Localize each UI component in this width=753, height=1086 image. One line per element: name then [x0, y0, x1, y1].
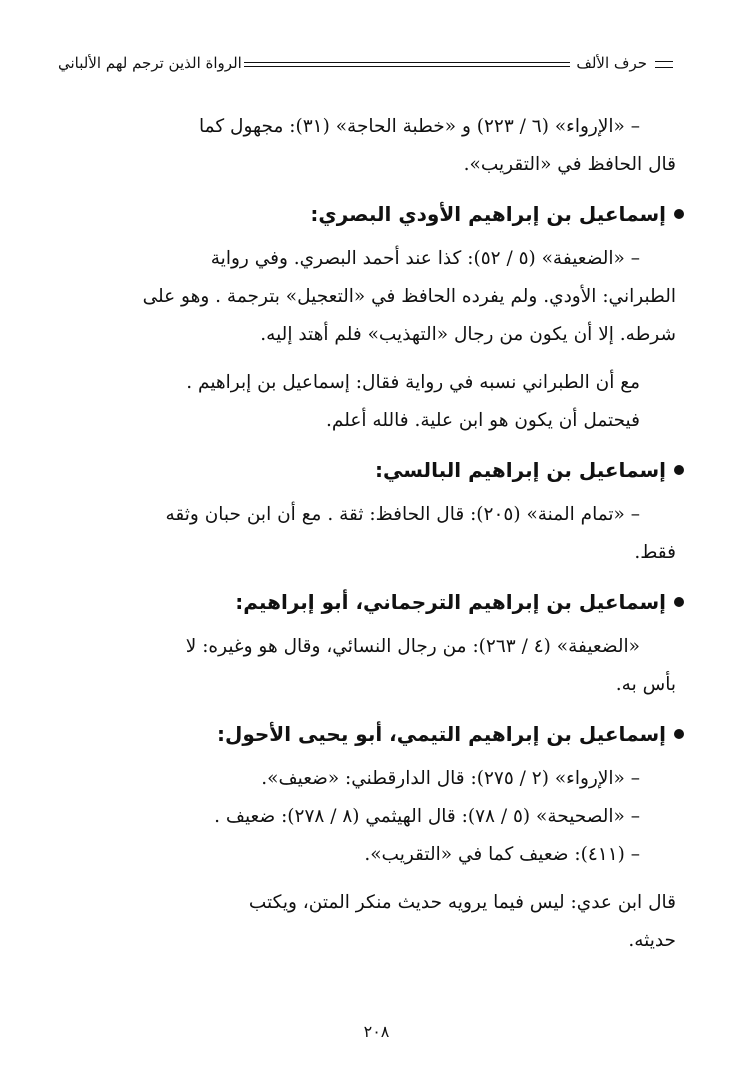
heading-text: إسماعيل بن إبراهيم الترجماني، أبو إبراهيم:	[235, 590, 666, 614]
page-body	[66, 108, 676, 970]
header-ornament-rule	[655, 61, 673, 68]
text-line: «الضعيفة» (٤ / ٢٦٣): من رجال النسائي، وقال هو وغيره: لا	[185, 636, 640, 657]
text-line: فقط.	[634, 542, 676, 563]
paragraph	[66, 628, 676, 704]
text-line: – «الضعيفة» (٥ / ٥٢): كذا عند أحمد البصري. وفي رواية	[210, 248, 640, 269]
text-line: مع أن الطبراني نسبه في رواية فقال: إسماعيل بن إبراهيم .	[186, 372, 640, 393]
paragraph	[66, 108, 676, 184]
bullet-icon	[674, 597, 684, 607]
header-divider-rule	[244, 62, 571, 67]
text-line: حديثه.	[628, 930, 676, 951]
paragraph	[66, 364, 676, 440]
paragraph	[66, 496, 676, 572]
text-line: الطبراني: الأودي. ولم يفرده الحافظ في «التعجيل» بترجمة . وهو على	[142, 286, 676, 307]
narrator-heading	[66, 714, 684, 754]
narrator-heading	[66, 582, 684, 622]
text-line: شرطه. إلا أن يكون من رجال «التهذيب» فلم أهتد إليه.	[260, 324, 676, 345]
text-line: بأس به.	[615, 674, 676, 695]
heading-text: إسماعيل بن إبراهيم الأودي البصري:	[310, 202, 666, 226]
book-title: الرواة الذين ترجم لهم الألباني	[58, 54, 242, 72]
narrator-heading	[66, 450, 684, 490]
paragraph	[66, 760, 676, 874]
text-line: – (٤١١): ضعيف كما في «التقريب».	[364, 844, 640, 865]
text-line: – «الصحيحة» (٥ / ٧٨): قال الهيثمي (٨ / ٢٧٨): ضعيف .	[214, 806, 640, 827]
text-line: قال الحافظ في «التقريب».	[463, 154, 676, 175]
text-line: – «تمام المنة» (٢٠٥): قال الحافظ: ثقة . مع أن ابن حبان وثقه	[165, 504, 640, 525]
chapter-title: حرف الألف	[576, 54, 647, 72]
bullet-icon	[674, 729, 684, 739]
text-line: – «الإرواء» (٦ / ٢٢٣) و «خطبة الحاجة» (٣١): مجهول كما	[199, 116, 640, 137]
paragraph	[66, 240, 676, 354]
heading-text: إسماعيل بن إبراهيم التيمي، أبو يحيى الأحول:	[217, 722, 666, 746]
paragraph	[66, 884, 676, 960]
running-header	[58, 48, 673, 78]
text-line: قال ابن عدي: ليس فيما يرويه حديث منكر المتن، ويكتب	[248, 892, 676, 913]
bullet-icon	[674, 465, 684, 475]
text-line: – «الإرواء» (٢ / ٢٧٥): قال الدارقطني: «ضعيف».	[261, 768, 640, 789]
bullet-icon	[674, 209, 684, 219]
narrator-heading	[66, 194, 684, 234]
page-number: ٢٠٨	[363, 1022, 390, 1041]
text-line: فيحتمل أن يكون هو ابن علية. فالله أعلم.	[326, 410, 640, 431]
heading-text: إسماعيل بن إبراهيم البالسي:	[374, 458, 666, 482]
